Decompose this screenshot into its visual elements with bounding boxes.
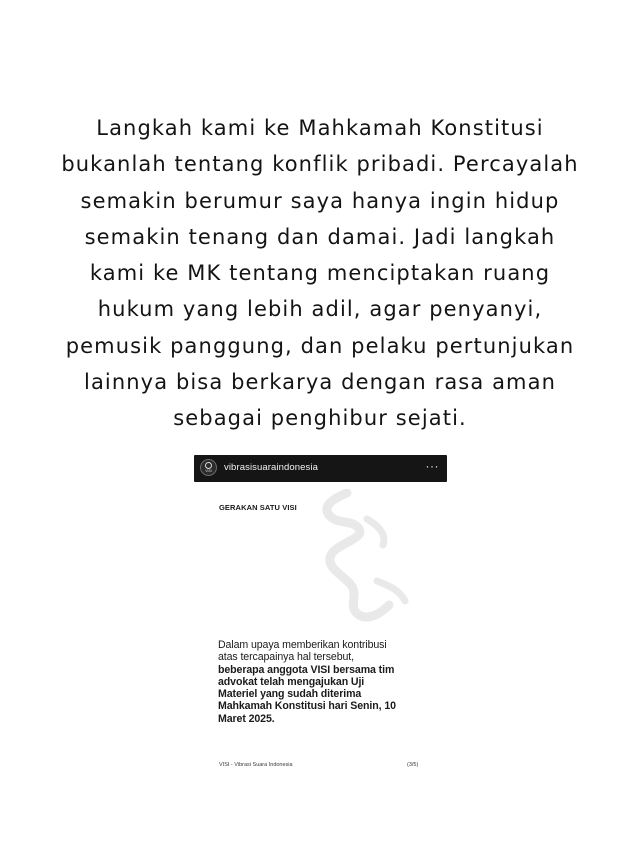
instagram-embed[interactable]: [194, 455, 447, 785]
visi-swirl-watermark-icon: [307, 489, 417, 629]
quote-line-3: semakin berumur saya hanya ingin hidup: [80, 188, 560, 213]
account-avatar[interactable]: [200, 459, 217, 476]
embed-header: [194, 455, 447, 482]
post-body-bold: beberapa anggota VISI bersama tim advokat telah mengajukan Uji Materiel yang sudah diterima Mahkamah Konstitusi hari Senin, 10 Maret 2025.: [218, 663, 396, 725]
quote-line-8: lainnya bisa berkarya dengan rasa aman: [84, 370, 556, 395]
quote-text: [0, 110, 640, 437]
account-name[interactable]: vibrasisuaraindonesia: [224, 462, 318, 473]
quote-line-9: sebagai penghibur sejati.: [173, 406, 467, 431]
quote-line-6: hukum yang lebih adil, agar penyanyi,: [97, 297, 543, 322]
more-options-icon[interactable]: ···: [425, 459, 439, 473]
quote-line-5: kami ke MK tentang menciptakan ruang: [89, 261, 551, 286]
post-page-counter: (3/5): [407, 762, 419, 768]
brand-label: GERAKAN SATU VISI: [219, 503, 297, 512]
quote-line-7: pemusik panggung, dan pelaku pertunjukan: [65, 333, 575, 358]
quote-line-2: bukanlah tentang konflik pribadi. Percayalah: [61, 152, 579, 177]
quote-line-4: semakin tenang dan damai. Jadi langkah: [84, 224, 556, 249]
visi-logo-icon: [205, 462, 212, 469]
post-body-regular: Dalam upaya memberikan kontribusi atas tercapainya hal tersebut,: [218, 639, 387, 664]
avatar-label: VISI: [205, 469, 212, 473]
post-footer-source: VISI - Vibrasi Suara Indonesia: [219, 762, 293, 768]
quote-line-1: Langkah kami ke Mahkamah Konstitusi: [96, 116, 544, 140]
post-body-text: [218, 639, 398, 725]
